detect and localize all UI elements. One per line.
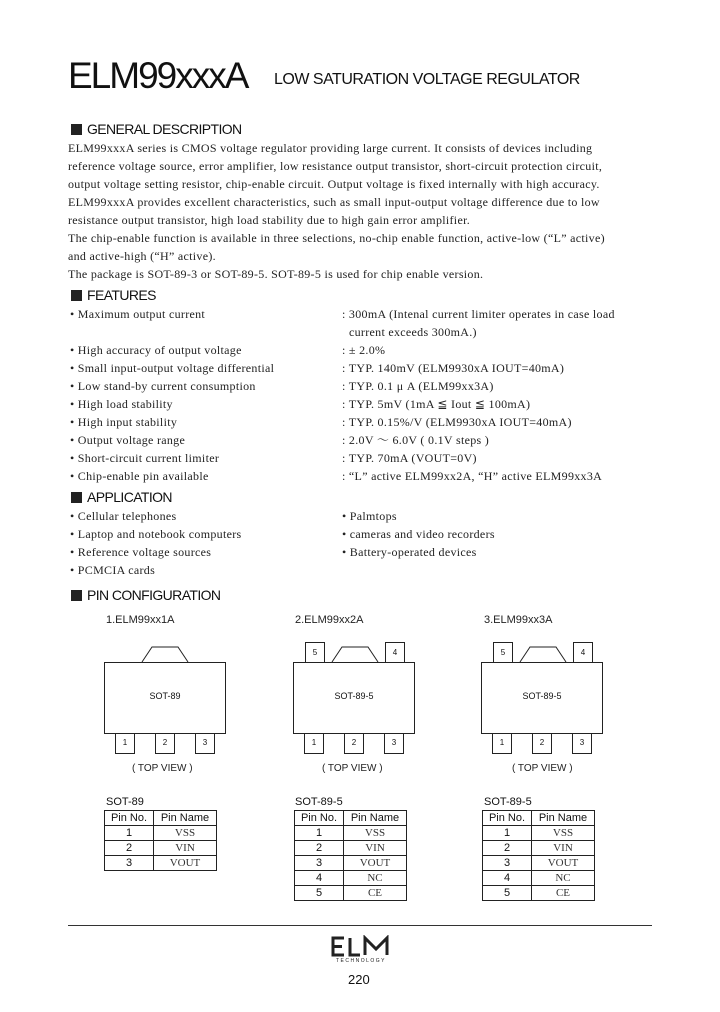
feature-value: : ± 2.0% — [342, 343, 386, 357]
pin-table-caption: SOT-89-5 — [484, 796, 532, 808]
pin-name: NC — [532, 871, 595, 886]
pin-number: 3 — [105, 856, 154, 871]
pin-table-sot89 — [104, 810, 217, 871]
feature-label: • High accuracy of output voltage — [70, 343, 242, 357]
pin-name: VIN — [532, 841, 595, 856]
pin-1: 1 — [304, 733, 324, 754]
pin-2: 2 — [155, 733, 175, 754]
general-line: resistance output transistor, high load stability due to high gain error amplifier. — [68, 213, 471, 227]
feature-label: • High input stability — [70, 415, 178, 429]
column-header: Pin No. — [295, 811, 344, 826]
pin-number: 2 — [483, 841, 532, 856]
pin-number: 4 — [295, 871, 344, 886]
table-header-row — [483, 811, 595, 826]
feature-label: • Chip-enable pin available — [70, 469, 209, 483]
pin-2: 2 — [344, 733, 364, 754]
package-body-label: SOT-89 — [149, 691, 181, 701]
application-item: • Laptop and notebook computers — [70, 527, 242, 541]
table-row — [105, 841, 217, 856]
tab-outline — [518, 645, 568, 663]
pin-1: 1 — [115, 733, 135, 754]
feature-value: : TYP. 5mV (1mA ≦ Iout ≦ 100mA) — [342, 397, 531, 411]
page-number: 220 — [348, 972, 370, 987]
application-item: • PCMCIA cards — [70, 563, 156, 577]
package-title: 2.ELM99xx2A — [295, 614, 364, 626]
footer-divider — [68, 925, 652, 926]
feature-value: : “L” active ELM99xx2A, “H” active ELM99xx3A — [342, 469, 603, 483]
pin-number: 1 — [483, 826, 532, 841]
feature-label: • Small input-output voltage differential — [70, 361, 275, 375]
pin-name: NC — [344, 871, 407, 886]
package-title: 1.ELM99xx1A — [106, 614, 175, 626]
pin-3: 3 — [195, 733, 215, 754]
general-line: output voltage setting resistor, chip-enable circuit. Output voltage is fixed internally with high accuracy. — [68, 177, 600, 191]
top-view-label: ( TOP VIEW ) — [512, 763, 573, 774]
application-item: • Reference voltage sources — [70, 545, 212, 559]
general-line: ELM99xxxA provides excellent characteristics, such as small input-output voltage difference due to low — [68, 195, 600, 209]
pin-name: VSS — [532, 826, 595, 841]
pin-3: 3 — [384, 733, 404, 754]
pin-table-sot89-5-a — [294, 810, 407, 901]
feature-label: • Low stand-by current consumption — [70, 379, 256, 393]
general-line: reference voltage source, error amplifier, low resistance output transistor, short-circuit protection circuit, — [68, 159, 603, 173]
feature-value: : TYP. 70mA (VOUT=0V) — [342, 451, 477, 465]
features-heading: FEATURES — [71, 286, 156, 304]
table-row — [295, 841, 407, 856]
column-header: Pin Name — [344, 811, 407, 826]
general-line: ELM99xxxA series is CMOS voltage regulator providing large current. It consists of devices including — [68, 141, 593, 155]
pin-name: VIN — [154, 841, 217, 856]
general-line: The package is SOT-89-3 or SOT-89-5. SOT-89-5 is used for chip enable version. — [68, 267, 484, 281]
feature-value: : TYP. 0.15%/V (ELM9930xA IOUT=40mA) — [342, 415, 572, 429]
pin-name: VSS — [154, 826, 217, 841]
table-row — [483, 826, 595, 841]
pin-number: 5 — [483, 886, 532, 901]
tab-outline — [140, 645, 190, 663]
application-item: • Battery-operated devices — [342, 545, 477, 559]
feature-value: : TYP. 0.1 μ A (ELM99xx3A) — [342, 379, 494, 393]
column-header: Pin Name — [154, 811, 217, 826]
pin-name: VIN — [344, 841, 407, 856]
application-heading: APPLICATION — [71, 488, 172, 506]
pin-4: 4 — [385, 642, 405, 663]
logo-subtext: TECHNOLOGY — [335, 958, 387, 963]
feature-label: • High load stability — [70, 397, 173, 411]
table-header-row — [105, 811, 217, 826]
pin-2: 2 — [532, 733, 552, 754]
column-header: Pin No. — [483, 811, 532, 826]
top-view-label: ( TOP VIEW ) — [132, 763, 193, 774]
table-row — [483, 886, 595, 901]
application-item: • Cellular telephones — [70, 509, 177, 523]
column-header: Pin No. — [105, 811, 154, 826]
application-item: • cameras and video recorders — [342, 527, 495, 541]
pin-table-caption: SOT-89 — [106, 796, 144, 808]
pin-table-sot89-5-b — [482, 810, 595, 901]
general-line: and active-high (“H” active). — [68, 249, 216, 263]
package-body — [481, 662, 603, 734]
pin-5: 5 — [305, 642, 325, 663]
table-row — [105, 826, 217, 841]
table-row — [483, 856, 595, 871]
table-row — [295, 886, 407, 901]
pin-number: 5 — [295, 886, 344, 901]
package-title: 3.ELM99xx3A — [484, 614, 553, 626]
feature-value: : TYP. 140mV (ELM9930xA IOUT=40mA) — [342, 361, 565, 375]
elm-logo-icon — [330, 935, 392, 963]
table-row — [295, 856, 407, 871]
pin-number: 1 — [105, 826, 154, 841]
pin-number: 1 — [295, 826, 344, 841]
pin-table-caption: SOT-89-5 — [295, 796, 343, 808]
pin-configuration-heading: PIN CONFIGURATION — [71, 586, 220, 604]
feature-label: • Maximum output current — [70, 307, 206, 321]
pin-4: 4 — [573, 642, 593, 663]
feature-value: : 300mA (Intenal current limiter operates in case load — [342, 307, 615, 321]
pin-1: 1 — [492, 733, 512, 754]
feature-value: current exceeds 300mA.) — [349, 325, 477, 339]
pin-name: VOUT — [344, 856, 407, 871]
feature-label: • Output voltage range — [70, 433, 186, 447]
pin-number: 2 — [295, 841, 344, 856]
table-row — [105, 856, 217, 871]
table-row — [295, 826, 407, 841]
pin-name: VSS — [344, 826, 407, 841]
pin-3: 3 — [572, 733, 592, 754]
feature-label: • Short-circuit current limiter — [70, 451, 220, 465]
application-item: • Palmtops — [342, 509, 397, 523]
top-view-label: ( TOP VIEW ) — [322, 763, 383, 774]
table-header-row — [295, 811, 407, 826]
pin-name: VOUT — [532, 856, 595, 871]
pin-name: VOUT — [154, 856, 217, 871]
package-body-label: SOT-89-5 — [522, 691, 562, 701]
general-line: The chip-enable function is available in three selections, no-chip enable function, active-low (“L” active) — [68, 231, 605, 245]
pin-number: 3 — [483, 856, 532, 871]
pin-number: 3 — [295, 856, 344, 871]
pin-number: 2 — [105, 841, 154, 856]
pin-name: CE — [532, 886, 595, 901]
table-row — [295, 871, 407, 886]
general-description-heading: GENERAL DESCRIPTION — [71, 120, 242, 138]
document-subtitle: LOW SATURATION VOLTAGE REGULATOR — [274, 71, 580, 88]
package-body — [293, 662, 415, 734]
tab-outline — [330, 645, 380, 663]
column-header: Pin Name — [532, 811, 595, 826]
package-body — [104, 662, 226, 734]
table-row — [483, 871, 595, 886]
pin-5: 5 — [493, 642, 513, 663]
general-description-body — [68, 139, 668, 283]
document-title: ELM99xxxA — [68, 55, 248, 96]
pin-number: 4 — [483, 871, 532, 886]
pin-name: CE — [344, 886, 407, 901]
package-body-label: SOT-89-5 — [334, 691, 374, 701]
feature-value: : 2.0V 〜 6.0V ( 0.1V steps ) — [342, 433, 490, 447]
table-row — [483, 841, 595, 856]
